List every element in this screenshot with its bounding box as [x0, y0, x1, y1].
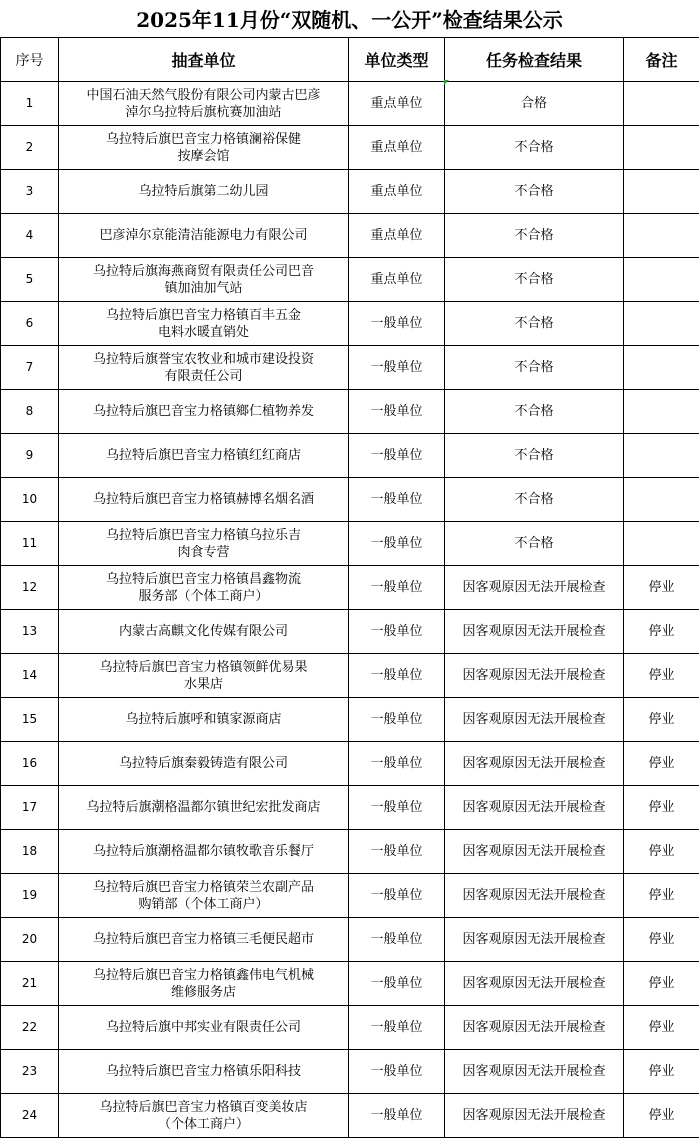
cell-unit[interactable]: 乌拉特后旗潮格温都尔镇牧歌音乐餐厅	[59, 830, 349, 874]
cell-type[interactable]: 一般单位	[349, 698, 445, 742]
cell-note[interactable]	[624, 170, 699, 214]
cell-result[interactable]: 不合格	[445, 434, 624, 478]
table-row	[1, 346, 699, 390]
cell-result[interactable]: 不合格	[445, 170, 624, 214]
cell-unit[interactable]: 乌拉特后旗巴音宝力格镇赫博名烟名酒	[59, 478, 349, 522]
header-unit[interactable]: 抽查单位	[59, 38, 349, 82]
cell-note[interactable]: 停业	[624, 918, 699, 962]
cell-result[interactable]: 不合格	[445, 346, 624, 390]
cell-type[interactable]: 一般单位	[349, 918, 445, 962]
table-body	[1, 82, 699, 1138]
cell-type[interactable]: 一般单位	[349, 302, 445, 346]
cell-seq[interactable]: 1	[1, 82, 59, 126]
cell-seq[interactable]: 14	[1, 654, 59, 698]
cell-unit[interactable]: 乌拉特后旗巴音宝力格镇三毛便民超市	[59, 918, 349, 962]
cell-unit[interactable]: 乌拉特后旗巴音宝力格镇领鲜优易果 水果店	[59, 654, 349, 698]
table-row	[1, 214, 699, 258]
table-row	[1, 786, 699, 830]
table-row	[1, 830, 699, 874]
cell-seq[interactable]: 6	[1, 302, 59, 346]
cell-result[interactable]: 因客观原因无法开展检查	[445, 918, 624, 962]
cell-seq[interactable]: 9	[1, 434, 59, 478]
table-row	[1, 918, 699, 962]
table-row	[1, 1006, 699, 1050]
header-row	[1, 38, 699, 82]
cell-result[interactable]: 不合格	[445, 390, 624, 434]
table-row	[1, 434, 699, 478]
cell-unit[interactable]: 中国石油天然气股份有限公司内蒙古巴彦 淖尔乌拉特后旗杭赛加油站	[59, 82, 349, 126]
cell-type[interactable]: 一般单位	[349, 742, 445, 786]
table-row	[1, 874, 699, 918]
page-title: 2025年11月份“双随机、一公开”检查结果公示	[0, 0, 699, 38]
cell-unit[interactable]: 乌拉特后旗巴音宝力格镇澜裕保健 按摩会馆	[59, 126, 349, 170]
cell-seq[interactable]: 11	[1, 522, 59, 566]
cell-note[interactable]	[624, 214, 699, 258]
cell-note[interactable]	[624, 302, 699, 346]
cell-note[interactable]	[624, 346, 699, 390]
header-seq[interactable]: 序号	[1, 38, 59, 82]
cell-unit[interactable]: 乌拉特后旗巴音宝力格镇百变美妆店 （个体工商户）	[59, 1094, 349, 1138]
cell-type[interactable]: 一般单位	[349, 478, 445, 522]
cell-seq[interactable]: 24	[1, 1094, 59, 1138]
cell-note[interactable]: 停业	[624, 1050, 699, 1094]
cell-seq[interactable]: 10	[1, 478, 59, 522]
cell-result[interactable]: 因客观原因无法开展检查	[445, 698, 624, 742]
cell-type[interactable]: 一般单位	[349, 566, 445, 610]
table-row	[1, 478, 699, 522]
cell-result[interactable]: 因客观原因无法开展检查	[445, 786, 624, 830]
cell-note[interactable]	[624, 478, 699, 522]
table-row	[1, 82, 699, 126]
cell-type[interactable]: 一般单位	[349, 1006, 445, 1050]
cell-note[interactable]	[624, 82, 699, 126]
cell-seq[interactable]: 7	[1, 346, 59, 390]
cell-seq[interactable]: 15	[1, 698, 59, 742]
cell-type[interactable]: 一般单位	[349, 830, 445, 874]
table-row	[1, 302, 699, 346]
cell-seq[interactable]: 20	[1, 918, 59, 962]
cell-type[interactable]: 重点单位	[349, 126, 445, 170]
cell-type[interactable]: 一般单位	[349, 610, 445, 654]
cell-result[interactable]: 因客观原因无法开展检查	[445, 566, 624, 610]
cell-seq[interactable]: 16	[1, 742, 59, 786]
table-row	[1, 962, 699, 1006]
cell-type[interactable]: 一般单位	[349, 522, 445, 566]
cell-result[interactable]: 因客观原因无法开展检查	[445, 1094, 624, 1138]
cell-type[interactable]: 重点单位	[349, 214, 445, 258]
cell-seq[interactable]: 12	[1, 566, 59, 610]
cell-type[interactable]: 一般单位	[349, 390, 445, 434]
cell-unit[interactable]: 巴彦淖尔京能清洁能源电力有限公司	[59, 214, 349, 258]
cell-result[interactable]: 因客观原因无法开展检查	[445, 654, 624, 698]
cell-comment-marker-icon	[444, 80, 449, 85]
cell-type[interactable]: 重点单位	[349, 170, 445, 214]
cell-type[interactable]: 一般单位	[349, 654, 445, 698]
cell-unit[interactable]: 乌拉特后旗巴音宝力格镇昌鑫物流 服务部（个体工商户）	[59, 566, 349, 610]
cell-seq[interactable]: 4	[1, 214, 59, 258]
cell-result[interactable]: 因客观原因无法开展检查	[445, 962, 624, 1006]
cell-seq[interactable]: 19	[1, 874, 59, 918]
cell-result[interactable]: 因客观原因无法开展检查	[445, 742, 624, 786]
table-row	[1, 610, 699, 654]
table-row	[1, 126, 699, 170]
cell-unit[interactable]: 乌拉特后旗巴音宝力格镇荣兰农副产品 购销部（个体工商户）	[59, 874, 349, 918]
cell-note[interactable]: 停业	[624, 742, 699, 786]
cell-unit[interactable]: 乌拉特后旗巴音宝力格镇百丰五金 电料水暖直销处	[59, 302, 349, 346]
cell-seq[interactable]: 18	[1, 830, 59, 874]
cell-result[interactable]: 因客观原因无法开展检查	[445, 1006, 624, 1050]
header-type[interactable]: 单位类型	[349, 38, 445, 82]
cell-note[interactable]: 停业	[624, 654, 699, 698]
cell-seq[interactable]: 3	[1, 170, 59, 214]
cell-note[interactable]: 停业	[624, 698, 699, 742]
cell-unit[interactable]: 乌拉特后旗誉宝农牧业和城市建设投资 有限责任公司	[59, 346, 349, 390]
cell-unit[interactable]: 乌拉特后旗巴音宝力格镇乌拉乐吉 肉食专营	[59, 522, 349, 566]
cell-note[interactable]	[624, 522, 699, 566]
cell-result[interactable]: 不合格	[445, 258, 624, 302]
table-row	[1, 1094, 699, 1138]
cell-unit[interactable]: 乌拉特后旗海燕商贸有限责任公司巴音 镇加油加气站	[59, 258, 349, 302]
cell-note[interactable]: 停业	[624, 830, 699, 874]
cell-result[interactable]: 不合格	[445, 522, 624, 566]
cell-seq[interactable]: 13	[1, 610, 59, 654]
cell-type[interactable]: 一般单位	[349, 434, 445, 478]
header-note[interactable]: 备注	[624, 38, 699, 82]
cell-unit[interactable]: 乌拉特后旗巴音宝力格镇乐阳科技	[59, 1050, 349, 1094]
cell-type[interactable]: 一般单位	[349, 1050, 445, 1094]
cell-result[interactable]: 不合格	[445, 302, 624, 346]
cell-type[interactable]: 一般单位	[349, 786, 445, 830]
cell-seq[interactable]: 17	[1, 786, 59, 830]
cell-result[interactable]: 因客观原因无法开展检查	[445, 610, 624, 654]
cell-note[interactable]: 停业	[624, 610, 699, 654]
table-row	[1, 698, 699, 742]
cell-seq[interactable]: 8	[1, 390, 59, 434]
cell-note[interactable]	[624, 126, 699, 170]
cell-note[interactable]: 停业	[624, 1094, 699, 1138]
cell-result[interactable]: 因客观原因无法开展检查	[445, 830, 624, 874]
table-row	[1, 654, 699, 698]
cell-unit[interactable]: 乌拉特后旗巴音宝力格镇红红商店	[59, 434, 349, 478]
cell-result[interactable]: 不合格	[445, 478, 624, 522]
cell-seq[interactable]: 22	[1, 1006, 59, 1050]
cell-unit[interactable]: 乌拉特后旗秦毅铸造有限公司	[59, 742, 349, 786]
table-row	[1, 742, 699, 786]
cell-seq[interactable]: 23	[1, 1050, 59, 1094]
cell-type[interactable]: 重点单位	[349, 258, 445, 302]
cell-note[interactable]: 停业	[624, 962, 699, 1006]
cell-note[interactable]: 停业	[624, 1006, 699, 1050]
cell-unit[interactable]: 乌拉特后旗中邦实业有限责任公司	[59, 1006, 349, 1050]
cell-result[interactable]: 合格	[445, 82, 624, 126]
cell-unit[interactable]: 乌拉特后旗呼和镇家源商店	[59, 698, 349, 742]
table-row	[1, 170, 699, 214]
table-row	[1, 258, 699, 302]
cell-type[interactable]: 重点单位	[349, 82, 445, 126]
cell-result[interactable]: 不合格	[445, 126, 624, 170]
cell-note[interactable]	[624, 434, 699, 478]
cell-note[interactable]: 停业	[624, 874, 699, 918]
cell-note[interactable]: 停业	[624, 566, 699, 610]
cell-type[interactable]: 一般单位	[349, 346, 445, 390]
table-row	[1, 390, 699, 434]
results-table	[0, 37, 699, 1138]
cell-note[interactable]	[624, 390, 699, 434]
cell-type[interactable]: 一般单位	[349, 962, 445, 1006]
header-result[interactable]: 任务检查结果	[445, 38, 624, 82]
cell-unit[interactable]: 乌拉特后旗巴音宝力格镇鄉仁植物养发	[59, 390, 349, 434]
cell-seq[interactable]: 2	[1, 126, 59, 170]
table-row	[1, 1050, 699, 1094]
cell-seq[interactable]: 5	[1, 258, 59, 302]
cell-unit[interactable]: 内蒙古高麒文化传媒有限公司	[59, 610, 349, 654]
cell-note[interactable]	[624, 258, 699, 302]
table-row	[1, 522, 699, 566]
cell-seq[interactable]: 21	[1, 962, 59, 1006]
cell-unit[interactable]: 乌拉特后旗潮格温都尔镇世纪宏批发商店	[59, 786, 349, 830]
cell-note[interactable]: 停业	[624, 786, 699, 830]
cell-result[interactable]: 因客观原因无法开展检查	[445, 874, 624, 918]
cell-type[interactable]: 一般单位	[349, 1094, 445, 1138]
cell-type[interactable]: 一般单位	[349, 874, 445, 918]
cell-unit[interactable]: 乌拉特后旗第二幼儿园	[59, 170, 349, 214]
cell-result[interactable]: 因客观原因无法开展检查	[445, 1050, 624, 1094]
table-row	[1, 566, 699, 610]
cell-unit[interactable]: 乌拉特后旗巴音宝力格镇鑫伟电气机械 维修服务店	[59, 962, 349, 1006]
cell-result[interactable]: 不合格	[445, 214, 624, 258]
